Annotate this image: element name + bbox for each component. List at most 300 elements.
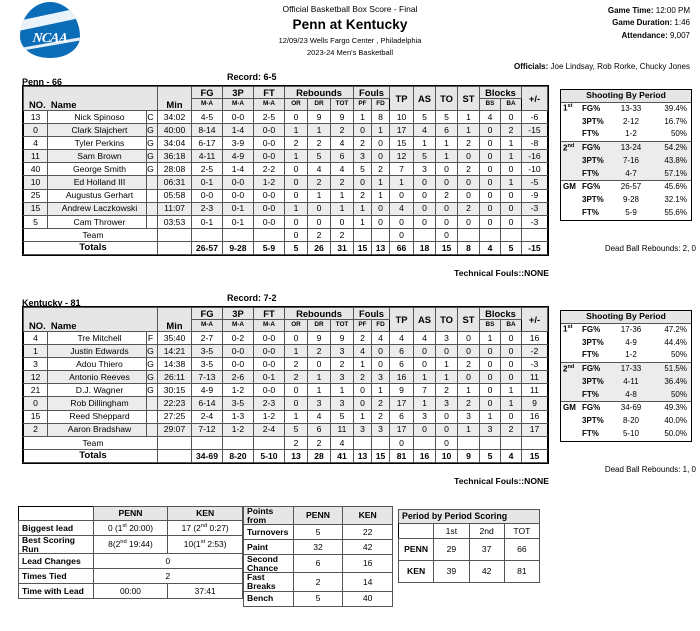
ken-totals-tp: 81: [390, 449, 414, 462]
ken-sbp-group-2-ft: [561, 428, 691, 441]
ken-row-6-3p: 1-3: [223, 410, 254, 423]
ken-row-1-dr: 2: [308, 345, 331, 358]
penn-row-5-pf: 0: [354, 176, 372, 189]
penn-sbp-fg-made-1: 13-24: [612, 141, 650, 154]
ken-row-2-bs: 0: [480, 358, 501, 371]
col-fd: FD: [372, 99, 390, 111]
penn-row-1-name[interactable]: Clark Slajchert: [48, 124, 147, 137]
kentucky-team-name: Kentucky - 81: [22, 298, 81, 308]
ken-sbp-period-2: GM: [561, 402, 581, 415]
penn-players-table: [22, 85, 549, 256]
game-title: Penn at Kentucky: [292, 17, 408, 32]
penn-row-8-pos: [147, 215, 158, 228]
penn-totals-to: 15: [436, 241, 458, 254]
table-row[interactable]: [24, 163, 548, 176]
penn-row-8-min: 03:53: [158, 215, 192, 228]
period-by-period-table: [398, 509, 540, 583]
kentucky-table-head: [24, 308, 548, 332]
penn-row-2-st: 2: [458, 137, 480, 150]
col-rebounds: Rebounds: [285, 87, 354, 99]
ken-row-1-as: 0: [414, 345, 436, 358]
col-ft: FT: [254, 308, 285, 320]
ken-row-5-bs: 0: [480, 397, 501, 410]
penn-record: Record: 6-5: [227, 72, 277, 82]
period-scoring-row-1-1st: 39: [434, 561, 469, 583]
lead-row-4-penn: 00:00: [93, 584, 168, 599]
game-time-row: [608, 5, 690, 17]
penn-team-pm: [522, 228, 548, 241]
penn-row-8-to: 0: [436, 215, 458, 228]
ken-row-7-name[interactable]: Aaron Bradshaw: [48, 423, 147, 436]
penn-technical-fouls: Technical Fouls::NONE: [454, 268, 549, 278]
penn-row-6-name[interactable]: Augustus Gerhart: [48, 189, 147, 202]
points-from-row-0-ken: 22: [343, 525, 393, 540]
penn-sbp-fg-pct-2: 45.6%: [650, 181, 691, 194]
ken-totals-to: 10: [436, 449, 458, 462]
penn-section: [0, 72, 700, 278]
ken-row-1-ft: 0-0: [254, 345, 285, 358]
period-scoring-header-1st: 1st: [434, 524, 469, 539]
ken-row-6-or: 1: [285, 410, 308, 423]
ken-team-pm: [522, 436, 548, 449]
points-from-title: Points from: [244, 507, 294, 525]
penn-sbp-group-0-fg: [561, 102, 691, 115]
ken-row-1-pf: 4: [354, 345, 372, 358]
ken-row-4-pm: 11: [522, 384, 548, 397]
penn-row-6-ba: 0: [501, 189, 522, 202]
penn-row-2-name[interactable]: Tyler Perkins: [48, 137, 147, 150]
ken-totals-min: [158, 449, 192, 462]
penn-row-4-min: 28:08: [158, 163, 192, 176]
period-scoring-header-tot: TOT: [504, 524, 539, 539]
penn-team-label: Team: [24, 228, 158, 241]
penn-row-3-fd: 0: [372, 150, 390, 163]
penn-sbp-3pt-pct-2: 32.1%: [664, 195, 687, 205]
penn-team-st: [458, 228, 480, 241]
ken-row-7-as: 0: [414, 423, 436, 436]
ken-row-3-tp: 16: [390, 371, 414, 384]
ken-row-1-pm: -2: [522, 345, 548, 358]
attendance-row: [608, 30, 690, 42]
penn-row-4-st: 2: [458, 163, 480, 176]
ken-row-2-tp: 6: [390, 358, 414, 371]
ken-row-7-to: 0: [436, 423, 458, 436]
penn-sbp-fg-label-1: FG%: [581, 141, 612, 154]
penn-row-1-fd: 1: [372, 124, 390, 137]
penn-row-2-as: 1: [414, 137, 436, 150]
ken-row-1-name[interactable]: Justin Edwards: [48, 345, 147, 358]
ken-row-6-fg: 2-4: [192, 410, 223, 423]
points-from-row-2-ken: 16: [343, 555, 393, 573]
penn-row-2-3p: 3-9: [223, 137, 254, 150]
points-from-header: [244, 507, 393, 525]
penn-sbp-3pt-pct-1: 43.8%: [650, 154, 691, 167]
ken-row-4-tot: 1: [331, 384, 354, 397]
penn-sbp-3pt-pct-0: 16.7%: [664, 116, 687, 126]
ken-row-5-dr: 3: [308, 397, 331, 410]
ken-sbp-3pt-label-0: 3PT%: [582, 337, 604, 347]
col-st: ST: [458, 308, 480, 332]
penn-dead-ball-rebounds: Dead Ball Rebounds: 2, 0: [604, 244, 696, 253]
penn-row-1-pf: 0: [354, 124, 372, 137]
ken-row-3-name[interactable]: Antonio Reeves: [48, 371, 147, 384]
penn-table-body: [24, 111, 548, 255]
col-name: Name: [50, 319, 77, 331]
penn-row-7-fd: 0: [372, 202, 390, 215]
ken-sbp-ft-made-2: 5-10: [622, 429, 639, 439]
penn-row-0-tot: 9: [331, 111, 354, 124]
ken-row-5-to: 3: [436, 397, 458, 410]
penn-totals-dr: 26: [308, 241, 331, 254]
penn-team-3p: [223, 228, 254, 241]
penn-row-2-pf: 2: [354, 137, 372, 150]
penn-row-3-name[interactable]: Sam Brown: [48, 150, 147, 163]
penn-sbp-3pt-made-2: 9-28: [622, 195, 639, 205]
lead-row-4-ken: 37:41: [168, 584, 243, 599]
period-scoring-row-1-2nd: 42: [469, 561, 504, 583]
ken-row-4-ba: 1: [501, 384, 522, 397]
season-label: 2023-24 Men's Basketball: [306, 48, 394, 57]
ken-sbp-3pt-made-2: 8-20: [622, 416, 639, 426]
ken-row-3-dr: 1: [308, 371, 331, 384]
penn-row-5-to: 0: [436, 176, 458, 189]
points-from-row-3: [244, 573, 393, 591]
lead-table-header: [19, 507, 243, 521]
ken-row-7-min: 29:07: [158, 423, 192, 436]
penn-row-4-bs: 0: [480, 163, 501, 176]
penn-row-3-as: 5: [414, 150, 436, 163]
penn-row-6-bs: 0: [480, 189, 501, 202]
col-blocks: Blocks: [480, 87, 522, 99]
penn-sbp-spacer-ft-0: [561, 128, 581, 141]
ken-row-2-min: 14:38: [158, 358, 192, 371]
ken-row-5-name[interactable]: Rob Dillingham: [48, 397, 147, 410]
ken-row-6-st: 3: [458, 410, 480, 423]
penn-row-5-ba: 1: [501, 176, 522, 189]
ken-sbp-group-0-ft: [561, 349, 691, 362]
ken-sbp-fg-made-0: 17-36: [620, 324, 642, 334]
table-row[interactable]: [24, 397, 548, 410]
table-row[interactable]: [24, 423, 548, 436]
penn-row-2-to: 1: [436, 137, 458, 150]
ken-sbp-spacer-ft-0: [561, 349, 581, 362]
ken-row-4-to: 2: [436, 384, 458, 397]
col-3p: 3P: [223, 87, 254, 99]
penn-row-3-pf: 3: [354, 150, 372, 163]
penn-row-3-st: 0: [458, 150, 480, 163]
ken-row-0-no: 4: [24, 332, 48, 345]
officials-row: [514, 62, 690, 71]
table-row[interactable]: [24, 202, 548, 215]
penn-row-5-3p: 0-0: [223, 176, 254, 189]
table-row[interactable]: [24, 410, 548, 423]
game-venue: 12/09/23 Wells Fargo Center , Philadelphia: [278, 36, 422, 45]
penn-sbp-fg-label-0: FG%: [582, 103, 601, 113]
ken-row-1-no: 1: [24, 345, 48, 358]
ken-sbp-3pt-pct-0: 44.4%: [664, 337, 687, 347]
penn-row-8-tp: 0: [390, 215, 414, 228]
penn-row-1-tp: 17: [390, 124, 414, 137]
penn-row-0-name[interactable]: Nick Spinoso: [48, 111, 147, 124]
game-duration-label: Game Duration:: [612, 18, 673, 28]
ken-row-3-fd: 3: [372, 371, 390, 384]
ken-row-5-no: 0: [24, 397, 48, 410]
penn-row-3-3p: 4-9: [223, 150, 254, 163]
table-row[interactable]: [24, 189, 548, 202]
col-ft: FT: [254, 87, 285, 99]
kentucky-team-header: [22, 293, 700, 306]
table-row[interactable]: [24, 358, 548, 371]
col-fd: FD: [372, 320, 390, 332]
table-row[interactable]: [24, 332, 548, 345]
penn-row-8-dr: 0: [308, 215, 331, 228]
ken-row-5-tot: 3: [331, 397, 354, 410]
ken-row-1-fg: 3-5: [192, 345, 223, 358]
lead-row-0-penn: 0 (1st 20:00): [93, 521, 168, 536]
penn-row-4-name[interactable]: George Smith: [48, 163, 147, 176]
penn-row-5-fg: 0-1: [192, 176, 223, 189]
table-row[interactable]: [24, 111, 548, 124]
lead-header-ken: KEN: [168, 507, 243, 521]
team-row: [24, 436, 548, 449]
penn-team-as: [414, 228, 436, 241]
penn-sbp-fg-pct-0: 39.4%: [664, 103, 687, 113]
period-scoring-title-row: [399, 510, 540, 524]
ken-row-0-name[interactable]: Tre Mitchell: [48, 332, 147, 345]
points-from-row-3-label: Fast Breaks: [244, 573, 294, 591]
penn-row-3-dr: 5: [308, 150, 331, 163]
ken-sbp-ft-pct-1: 50%: [650, 388, 691, 401]
table-row[interactable]: [24, 384, 548, 397]
ken-sbp-group-1-3pt: [561, 375, 691, 388]
penn-row-6-pm: -9: [522, 189, 548, 202]
penn-totals-or: 5: [285, 241, 308, 254]
col-to: TO: [436, 308, 458, 332]
ken-row-3-tot: 3: [331, 371, 354, 384]
ken-sbp-period-1: 2nd: [561, 362, 581, 375]
ken-row-0-pm: 16: [522, 332, 548, 345]
points-from-row-2: [244, 555, 393, 573]
ken-sbp-group-1-ft: [561, 388, 691, 401]
lead-header-penn: PENN: [93, 507, 168, 521]
ken-sbp-group-2-3pt: [561, 415, 691, 428]
ken-row-3-bs: 0: [480, 371, 501, 384]
penn-row-8-pm: -3: [522, 215, 548, 228]
ken-row-6-name[interactable]: Reed Sheppard: [48, 410, 147, 423]
period-scoring-title: Period by Period Scoring: [399, 510, 540, 524]
ken-row-6-tp: 6: [390, 410, 414, 423]
penn-row-6-3p: 0-0: [223, 189, 254, 202]
ken-team-ba: [501, 436, 522, 449]
col-fg-ma: M-A: [192, 320, 223, 332]
game-time-label: Game Time:: [607, 6, 654, 15]
penn-sbp-group-2-fg: [561, 181, 691, 194]
ken-team-dr: 2: [308, 436, 331, 449]
ken-row-7-or: 5: [285, 423, 308, 436]
ken-row-7-pos: [147, 423, 158, 436]
kentucky-technical-fouls: Technical Fouls::NONE: [454, 476, 549, 486]
ken-row-6-ba: 0: [501, 410, 522, 423]
period-scoring-row-0: [399, 539, 540, 561]
penn-row-7-bs: 0: [480, 202, 501, 215]
lead-row-1-penn: 8(2nd 19:44): [93, 536, 168, 554]
penn-totals-tp: 66: [390, 241, 414, 254]
penn-row-1-fg: 8-14: [192, 124, 223, 137]
ken-row-2-pos: G: [147, 358, 158, 371]
penn-team-name: Penn - 66: [22, 77, 63, 87]
penn-row-0-min: 34:02: [158, 111, 192, 124]
ken-row-5-min: 22:23: [158, 397, 192, 410]
penn-row-7-min: 11:07: [158, 202, 192, 215]
ken-row-4-fd: 1: [372, 384, 390, 397]
col-min: Min: [158, 308, 192, 332]
penn-row-7-name[interactable]: Andrew Laczkowski: [48, 202, 147, 215]
penn-row-5-name[interactable]: Ed Holland III: [48, 176, 147, 189]
col-ba: BA: [501, 320, 522, 332]
points-from-row-4-ken: 40: [343, 591, 393, 606]
penn-team-tp: 0: [390, 228, 414, 241]
penn-row-2-or: 2: [285, 137, 308, 150]
col-no: NO.: [29, 319, 46, 331]
penn-row-0-3p: 0-0: [223, 111, 254, 124]
penn-row-8-name[interactable]: Cam Thrower: [48, 215, 147, 228]
ken-row-3-pm: 11: [522, 371, 548, 384]
penn-row-2-fd: 0: [372, 137, 390, 150]
table-row[interactable]: [24, 137, 548, 150]
penn-row-0-pm: -6: [522, 111, 548, 124]
lead-row-4: [19, 584, 243, 599]
ken-row-1-tot: 3: [331, 345, 354, 358]
kentucky-dead-ball-rebounds: Dead Ball Rebounds: 1, 0: [604, 465, 696, 474]
penn-row-2-min: 34:04: [158, 137, 192, 150]
game-duration-row: [608, 17, 690, 29]
ken-row-5-fd: 2: [372, 397, 390, 410]
ken-row-2-fd: 0: [372, 358, 390, 371]
penn-totals-tot: 31: [331, 241, 354, 254]
penn-sbp-group-0-3pt: [561, 115, 691, 128]
ken-row-6-no: 15: [24, 410, 48, 423]
ken-row-0-bs: 1: [480, 332, 501, 345]
penn-row-4-fg: 2-5: [192, 163, 223, 176]
ken-row-5-tp: 17: [390, 397, 414, 410]
col-st: ST: [458, 87, 480, 111]
penn-sbp-fg-pct-1: 54.2%: [650, 141, 691, 154]
penn-row-1-to: 6: [436, 124, 458, 137]
penn-totals-min: [158, 241, 192, 254]
penn-team-min: [158, 228, 192, 241]
penn-row-6-dr: 1: [308, 189, 331, 202]
ken-row-4-as: 7: [414, 384, 436, 397]
penn-row-6-st: 0: [458, 189, 480, 202]
ken-row-4-name[interactable]: D.J. Wagner: [48, 384, 147, 397]
ken-team-tp: 0: [390, 436, 414, 449]
ken-row-6-fd: 2: [372, 410, 390, 423]
kentucky-section: [0, 293, 700, 486]
col-fg: FG: [192, 87, 223, 99]
col-as: AS: [414, 308, 436, 332]
col-rebounds: Rebounds: [285, 308, 354, 320]
penn-row-6-no: 25: [24, 189, 48, 202]
ken-row-5-fg: 6-14: [192, 397, 223, 410]
table-row[interactable]: [24, 124, 548, 137]
ken-row-2-tot: 2: [331, 358, 354, 371]
table-row[interactable]: [24, 176, 548, 189]
penn-sbp-fg-label-2: FG%: [581, 181, 612, 194]
ken-row-7-st: 1: [458, 423, 480, 436]
penn-row-4-3p: 1-4: [223, 163, 254, 176]
lead-row-0-label: Biggest lead: [19, 521, 94, 536]
ken-row-0-fd: 4: [372, 332, 390, 345]
ken-row-3-no: 12: [24, 371, 48, 384]
ken-sbp-spacer-ft-2: [561, 428, 581, 441]
col-3p-ma: M-A: [223, 320, 254, 332]
penn-row-3-or: 1: [285, 150, 308, 163]
ken-totals-ba: 4: [501, 449, 522, 462]
penn-row-2-ft: 0-0: [254, 137, 285, 150]
table-row[interactable]: [24, 345, 548, 358]
penn-sbp-ft-label-2: FT%: [582, 208, 599, 218]
penn-row-3-pos: G: [147, 150, 158, 163]
penn-totals-3p: 9-28: [223, 241, 254, 254]
ken-team-tot: 4: [331, 436, 354, 449]
ken-row-3-to: 1: [436, 371, 458, 384]
ken-sbp-ft-label-1: FT%: [581, 388, 612, 401]
page-header: [0, 0, 700, 71]
totals-row: [24, 241, 548, 254]
penn-row-6-pos: [147, 189, 158, 202]
penn-sbp-spacer-3pt-1: [561, 154, 581, 167]
table-row[interactable]: [24, 215, 548, 228]
ken-row-2-dr: 0: [308, 358, 331, 371]
ken-row-1-fd: 0: [372, 345, 390, 358]
penn-row-5-bs: 0: [480, 176, 501, 189]
ken-team-to: 0: [436, 436, 458, 449]
penn-row-7-ft: 0-0: [254, 202, 285, 215]
points-from-row-1-ken: 42: [343, 540, 393, 555]
penn-team-fg: [192, 228, 223, 241]
ken-sbp-ft-label-0: FT%: [582, 350, 599, 360]
ken-row-0-pos: F: [147, 332, 158, 345]
penn-sbp-fg-made-0: 13-33: [620, 103, 642, 113]
penn-sbp-group-1-3pt: [561, 154, 691, 167]
penn-row-8-ba: 0: [501, 215, 522, 228]
ken-row-0-tp: 4: [390, 332, 414, 345]
ken-team-or: 2: [285, 436, 308, 449]
penn-row-2-no: 4: [24, 137, 48, 150]
ncaa-logo-text: NCAA: [31, 30, 69, 45]
ken-row-0-tot: 9: [331, 332, 354, 345]
kentucky-sbp-body: [561, 323, 691, 441]
kentucky-sbp-title: Shooting By Period: [561, 311, 691, 323]
table-row[interactable]: [24, 371, 548, 384]
penn-sbp-ft-made-2: 5-9: [625, 208, 637, 218]
ken-row-2-name[interactable]: Adou Thiero: [48, 358, 147, 371]
penn-row-1-or: 1: [285, 124, 308, 137]
ken-row-4-min: 30:15: [158, 384, 192, 397]
ken-row-0-ba: 0: [501, 332, 522, 345]
points-from-row-1: [244, 540, 393, 555]
ken-team-label: Team: [24, 436, 158, 449]
col-fg-ma: M-A: [192, 99, 223, 111]
ken-row-4-pos: G: [147, 384, 158, 397]
table-row[interactable]: [24, 150, 548, 163]
ken-row-3-fg: 7-13: [192, 371, 223, 384]
ken-sbp-group-1-fg: [561, 362, 691, 375]
ken-totals-tot: 41: [331, 449, 354, 462]
penn-totals-as: 18: [414, 241, 436, 254]
penn-row-2-tp: 15: [390, 137, 414, 150]
ken-row-6-bs: 1: [480, 410, 501, 423]
